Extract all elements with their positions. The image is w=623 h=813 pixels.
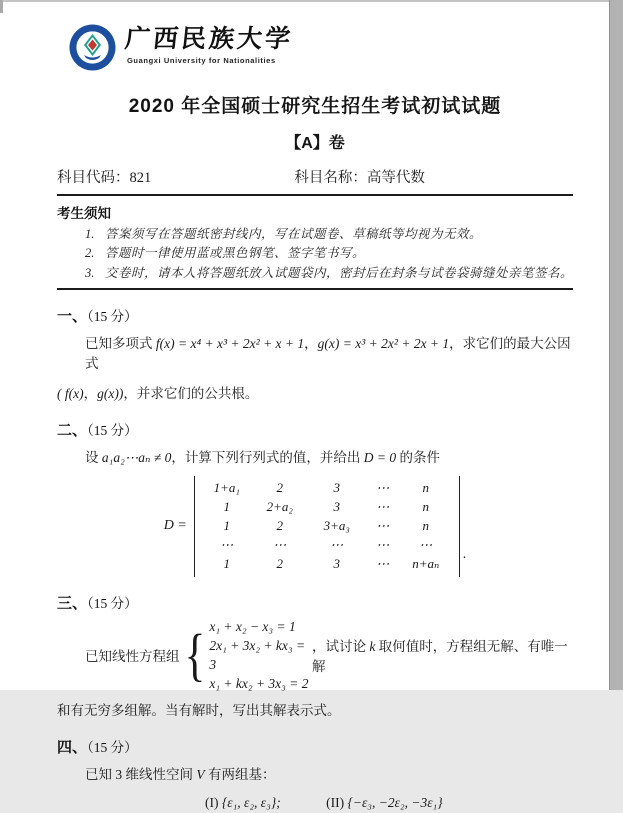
matrix-cell: n	[422, 499, 430, 514]
subject-code-value: 821	[129, 170, 152, 186]
text-run: ，	[83, 385, 98, 401]
matrix-cell: ⋯	[376, 518, 390, 533]
bases-line	[57, 793, 573, 813]
problem-score: （15 分）	[87, 739, 138, 755]
problem-number: 二、	[57, 421, 88, 439]
problem-number: 四、	[57, 738, 88, 756]
matrix-row	[202, 479, 452, 498]
divider-notice-bottom	[57, 288, 573, 290]
text-run: ，求它们的最大公因式	[85, 335, 571, 371]
matrix-cell: ⋯	[330, 537, 344, 552]
matrix-cell: ⋯	[376, 537, 390, 552]
matrix-cell: 3	[333, 480, 341, 495]
notice-item-text: 答案须写在答题纸密封线内，写在试题卷、草稿纸等均视为无效。	[105, 226, 483, 241]
text-run: 有两组基：	[204, 766, 276, 782]
math-run: g(x) = x³ + 2x² + 2x + 1	[317, 335, 450, 351]
problem-2-heading	[57, 419, 573, 440]
determinant-display	[57, 476, 573, 577]
university-name-block	[125, 24, 293, 65]
math-run: g(x))	[97, 385, 124, 401]
math-run: V	[196, 766, 205, 782]
notice-item-number: 3.	[85, 265, 95, 280]
text-run: ，试讨论	[312, 638, 370, 654]
matrix-cell: ⋯	[376, 556, 390, 571]
matrix-cell: 3	[333, 556, 341, 571]
subject-name	[294, 166, 573, 187]
equation: 2x₁ + 3x₂ + kx₃ = 3	[209, 637, 306, 672]
problem-4-line-1	[57, 765, 573, 785]
matrix-row	[202, 498, 452, 517]
matrix-row	[202, 517, 452, 536]
determinant-period: .	[462, 546, 467, 562]
matrix-cell: 2	[276, 556, 284, 571]
matrix-cell: n	[422, 480, 430, 495]
equation: x₁ + x₂ − x₃ = 1	[209, 618, 296, 634]
subject-code-label: 科目代码：	[57, 170, 130, 186]
matrix-row	[202, 555, 452, 574]
university-header	[69, 24, 573, 80]
paper-version-label: 【A】卷	[285, 135, 345, 152]
linear-system-display	[57, 617, 573, 693]
subject-name-value: 高等代数	[366, 170, 425, 186]
math-run: k	[369, 638, 376, 654]
problem-score: （15 分）	[87, 308, 138, 324]
notice-heading: 考生须知	[57, 206, 111, 221]
notice-item	[57, 245, 573, 261]
subject-name-label: 科目名称：	[294, 170, 367, 186]
problem-score: （15 分）	[87, 422, 138, 438]
text-run: 已知 3 维线性空间	[85, 766, 197, 782]
math-run: a₁a₂⋯aₙ ≠ 0	[101, 449, 172, 465]
matrix-cell: ⋯	[376, 480, 390, 495]
matrix-cell: 1	[223, 518, 231, 533]
matrix-cell: 2+a₂	[266, 499, 293, 514]
matrix-cell: n+aₙ	[412, 556, 440, 571]
equation-stack	[209, 617, 312, 693]
matrix-cell: 2	[276, 518, 284, 533]
subject-row	[57, 166, 573, 187]
text-run: 的条件	[396, 449, 441, 465]
matrix-cell: ⋯	[376, 499, 390, 514]
divider-top	[57, 194, 573, 196]
system-intro: 已知线性方程组	[85, 648, 180, 664]
problem-1-heading	[57, 305, 573, 326]
matrix-cell: ⋯	[419, 537, 433, 552]
math-run: f(x) = x⁴ + x³ + 2x² + x + 1	[155, 335, 305, 351]
notice-item-number: 1.	[85, 226, 95, 241]
university-seal-icon	[69, 24, 116, 71]
notice-item	[57, 265, 573, 281]
text-run: ，并求它们的公共根。	[123, 385, 259, 401]
exam-title: 2020 年全国硕士研究生招生考试初试试题	[128, 96, 502, 117]
matrix-cell: 3+a₃	[323, 518, 350, 533]
matrix-cell: 1	[223, 556, 231, 571]
notice-item-text: 交卷时，请本人将答题纸放入试题袋内，密封后在封条与试卷袋骑缝处亲笔签名。	[105, 265, 574, 280]
university-name-en: Guangxi University for Nationalities	[127, 56, 276, 65]
notice-item-text: 答题时一律使用蓝或黑色钢笔、签字笔书写。	[105, 246, 366, 260]
matrix-cell: 1+a₁	[213, 480, 240, 495]
text-run: 已知多项式	[85, 335, 156, 351]
problem-4-heading	[57, 736, 573, 757]
problem-1-line-2	[57, 384, 573, 404]
problem-2-intro	[57, 448, 573, 468]
system-after	[312, 635, 573, 675]
base-2-set: {−ε₃, −2ε₂, −3ε₁}	[347, 794, 443, 810]
scan-edge-right	[609, 0, 623, 690]
math-run: ( f(x)	[57, 385, 84, 401]
matrix-cell: 1	[223, 499, 231, 514]
problem-3-heading	[57, 592, 573, 613]
subject-code	[57, 166, 294, 187]
base-1-label: (I)	[205, 794, 219, 810]
determinant-matrix	[194, 476, 460, 577]
problem-1-line-1	[57, 334, 573, 374]
notice-box	[57, 202, 573, 281]
matrix-row	[202, 536, 452, 555]
problem-number: 一、	[57, 307, 88, 325]
text-run: ，计算下列行列式的值，并给出	[171, 449, 364, 465]
matrix-cell: ⋯	[220, 537, 234, 552]
university-name-cn: 广西民族大学	[123, 26, 295, 53]
notice-item-number: 2.	[85, 246, 95, 260]
matrix-cell: n	[422, 518, 430, 533]
system-brace: {	[183, 621, 205, 687]
math-run: D = 0	[363, 449, 397, 465]
text-run: ，	[304, 335, 318, 351]
matrix-cell: ⋯	[273, 537, 287, 552]
problem-3-tail: 和有无穷多组解。当有解时，写出其解表示式。	[57, 702, 341, 718]
notice-item	[57, 226, 573, 242]
problem-number: 三、	[57, 594, 88, 612]
determinant-lhs: D =	[163, 518, 187, 533]
text-run: 设	[85, 449, 102, 465]
text-run: 取何值时，方程组无解、有唯一解	[312, 638, 568, 674]
problem-score: （15 分）	[87, 595, 138, 611]
base-2-label: (II)	[326, 794, 345, 810]
base-1-set: {ε₁, ε₂, ε₃};	[221, 794, 281, 810]
matrix-cell: 2	[276, 480, 284, 495]
equation: x₁ + kx₂ + 3x₃ = 2	[209, 675, 309, 691]
matrix-cell: 3	[333, 499, 341, 514]
